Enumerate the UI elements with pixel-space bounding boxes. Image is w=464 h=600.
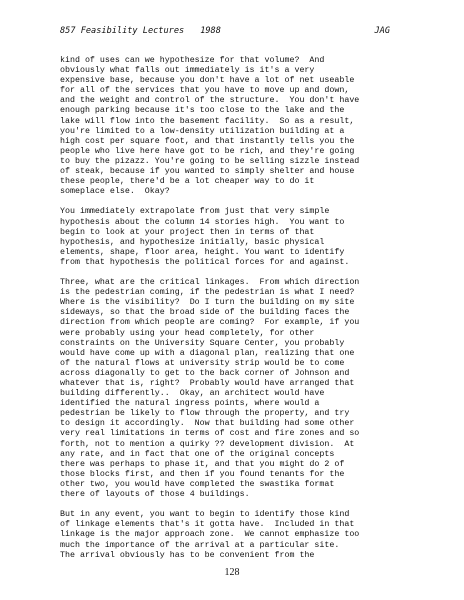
page-number: 128 (224, 567, 240, 578)
text-line: obviously what falls out immediately is it's a very (60, 66, 315, 76)
text-line: to design it accordingly. Now that building had some other (60, 419, 355, 429)
text-line: from that hypothesis the political forces for and against. (60, 257, 350, 267)
paragraph (60, 56, 400, 197)
text-line: begin to look at your project then in terms of that (60, 227, 315, 237)
text-line: forth, not to mention a quirky ?? development division. At (60, 439, 355, 449)
text-line: these people, there'd be a lot cheaper way to do it (60, 177, 315, 187)
text-line: hypothesis, and hypothesize initially, basic physical (60, 237, 325, 247)
text-line: sideways, so that the broad side of the building faces the (60, 308, 350, 318)
text-line: would have come up with a diagonal plan, realizing that one (60, 348, 355, 358)
text-line: whatever that is, right? Probably would have arranged that (60, 379, 355, 388)
text-line: people who live here have got to be rich, and they're going (60, 146, 355, 156)
text-line: But in any event, you want to begin to identify those kind (60, 510, 350, 520)
text-line: direction from which people are coming? For example, if you (60, 318, 360, 328)
year: 1988 (200, 26, 221, 36)
text-line: You immediately extrapolate from just that very simple (60, 207, 330, 217)
text-line: any rate, and in fact that one of the original concepts (60, 449, 335, 459)
text-line: hypothesis about the column 14 stories high. You want to (60, 217, 345, 227)
text-line: were probably using your head completely, for other (60, 328, 315, 338)
text-line: Where is the visibility? Do I turn the building on my site (60, 298, 355, 308)
course-title: 857 Feasibility Lectures (60, 26, 185, 36)
author-initials: JAG (374, 26, 390, 36)
page-header (60, 26, 390, 36)
paragraph (60, 207, 400, 268)
text-line: building differently.. Okay, an architect would have (60, 389, 325, 399)
text-line: is the pedestrian coming, if the pedestrian is what I need? (60, 288, 355, 298)
text-line: other two, you would have completed the swastika format (60, 479, 335, 489)
text-line: enough parking because it's too close to the lake and the (60, 106, 345, 116)
text-line: elements, shape, floor area, height. You want to identify (60, 247, 345, 257)
text-line: constraints on the University Square Center, you probably (60, 338, 345, 348)
paragraph (60, 278, 400, 500)
text-line: linkage is the major approach zone. We cannot emphasize too (60, 530, 360, 540)
text-line: for all of the services that you have to move up and down, (60, 86, 350, 96)
paragraph (60, 510, 400, 560)
text-line: expensive base, because you don't have a lot of net useable (60, 76, 355, 86)
text-line: kind of uses can we hypothesize for that volume? And (60, 56, 325, 65)
text-line: of linkage elements that's it gotta have. Included in that (60, 520, 355, 530)
text-line: across diagonally to get to the back corner of Johnson and (60, 368, 350, 378)
text-line: much the importance of the arrival at a particular site. (60, 540, 340, 550)
text-line: there was perhaps to phase it, and that you might do 2 of (60, 459, 345, 469)
text-line: someplace else. Okay? (60, 187, 170, 197)
text-line: very real limitations in terms of cost and fire zones and so (60, 429, 360, 439)
text-line: high cost per square foot, and that instantly tells you the (60, 136, 355, 146)
text-line: lake will flow into the basement facility. So as a result, (60, 116, 355, 126)
text-line: those blocks first, and then if you found tenants for the (60, 469, 345, 479)
text-line: Three, what are the critical linkages. From which direction (60, 278, 360, 288)
text-line: of the natural flows at university strip would be to come (60, 358, 345, 368)
text-line: there of layouts of those 4 buildings. (60, 490, 250, 500)
text-line: The arrival obviously has to be convenient from the (60, 550, 315, 560)
text-line: identified the natural ingress points, where would a (60, 399, 320, 409)
text-line: and the weight and control of the structure. You don't have (60, 96, 360, 106)
lecture-text (60, 56, 400, 571)
text-line: to buy the pizazz. You're going to be selling sizzle instead (60, 156, 360, 166)
text-line: pedestrian be likely to flow through the property, and try (60, 409, 350, 419)
text-line: of steak, because if you wanted to simply shelter and house (60, 167, 355, 177)
text-line: you're limited to a low-density utilization building at a (60, 126, 345, 136)
header-left (60, 26, 221, 36)
